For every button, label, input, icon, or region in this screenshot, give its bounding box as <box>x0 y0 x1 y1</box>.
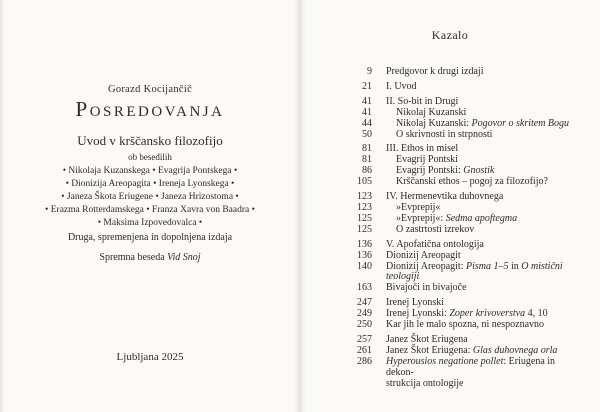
toc-entry <box>340 67 575 78</box>
toc-page-number: 136 <box>357 238 372 250</box>
book-title: Posredovanja <box>75 97 225 121</box>
toc-entry-text: Irenej Lyonski: Zoper krivoverstva 4, 10 <box>386 308 548 320</box>
toc-page-number: 247 <box>357 297 372 309</box>
toc-page-number: 41 <box>362 95 372 107</box>
toc-entry-text: I. Uvod <box>386 80 417 92</box>
toc-page-number: 261 <box>357 344 372 356</box>
toc-page-number: 81 <box>362 143 372 155</box>
toc-page-number: 140 <box>357 260 372 272</box>
toc-entry <box>340 283 575 294</box>
foreword-note <box>0 252 300 263</box>
toc-entry-text: O skrivnosti in strpnosti <box>396 128 493 140</box>
toc-page-number: 44 <box>362 117 372 129</box>
byline-block <box>0 151 300 230</box>
toc-entry-text: »Evprepij« <box>396 201 441 213</box>
toc-page-number: 105 <box>357 176 372 188</box>
byline-line: • Erazma Rotterdamskega • Franza Xavra von Baadra • <box>45 205 255 215</box>
toc-page-number: 249 <box>357 308 372 320</box>
toc-entry <box>340 262 575 284</box>
toc-entry-text: Predgovor k drugi izdaji <box>386 66 484 77</box>
toc-page-number: 286 <box>357 355 372 367</box>
edition-note: Druga, spremenjena in dopolnjena izdaja <box>67 232 233 243</box>
toc-page-number: 81 <box>362 154 372 166</box>
toc-list <box>340 67 575 393</box>
toc-entry-text: Krščanski ethos – pogoj za filozofijo? <box>396 176 548 188</box>
toc-page-number: 123 <box>357 191 372 203</box>
toc-group <box>340 335 575 390</box>
contents-page <box>300 0 600 412</box>
imprint: Ljubljana 2025 <box>116 351 184 363</box>
toc-entry-text: Evagrij Pontski <box>396 154 458 166</box>
toc-entry-text: »Evprepij«: Sedma apoftegma <box>396 212 518 224</box>
author-name: Gorazd Kocijančič <box>107 84 193 95</box>
toc-page-number: 125 <box>357 223 372 235</box>
toc-entry <box>340 225 575 236</box>
byline-intro: ob besedilih <box>128 152 172 162</box>
toc-page-number: 125 <box>357 212 372 224</box>
toc-page-number: 21 <box>362 80 372 92</box>
toc-group <box>340 97 575 141</box>
toc-page-number: 9 <box>367 66 372 77</box>
toc-group <box>340 298 575 331</box>
toc-page-number: 250 <box>357 319 372 331</box>
toc-entry <box>340 177 575 188</box>
toc-page-number: 136 <box>357 249 372 261</box>
toc-entry-text: Dionizij Areopagit: Pisma 1–5 in O mistični teologiji <box>386 260 563 283</box>
toc-entry-text: Nikolaj Kuzanski: Pogovor o skritem Bogu <box>396 117 570 129</box>
toc-page-number: 86 <box>362 165 372 177</box>
toc-entry-text: Janez Škot Eriugena <box>386 333 468 345</box>
byline-line: • Maksima Izpovedovalca • <box>97 218 203 228</box>
toc-entry <box>340 82 575 93</box>
toc-page-number: 163 <box>357 282 372 294</box>
toc-group <box>340 192 575 236</box>
byline-line: • Nikolaja Kuzanskega • Evagrija Pontskega • <box>62 166 238 176</box>
toc-entry-text: IV. Hermenevtika duhovnega <box>386 191 504 203</box>
toc-page-number: 50 <box>362 128 372 140</box>
toc-entry-text: Nikolaj Kuzanski <box>396 106 467 118</box>
foreword-label: Spremna beseda <box>99 252 168 263</box>
toc-entry-text: Irenej Lyonski <box>386 297 445 309</box>
toc-entry <box>340 320 575 331</box>
toc-entry <box>340 130 575 141</box>
toc-entry-text: Evagrij Pontski: Gnostik <box>396 165 495 177</box>
toc-page-number: 41 <box>362 106 372 118</box>
toc-page-number: 123 <box>357 201 372 213</box>
toc-entry <box>340 192 575 203</box>
toc-entry-text: Janez Škot Eriugena: Glas duhovnega orla <box>386 344 558 356</box>
toc-entry-text: Kar jih le malo spozna, ni nespoznavno <box>386 319 545 331</box>
foreword-author: Vid Snoj <box>167 252 201 263</box>
byline-line: • Janeza Škota Eriugene • Janeza Hrizostoma • <box>61 192 239 202</box>
toc-entry-text: Bivajoči in bivajoče <box>386 282 467 294</box>
toc-entry-text: Hyperousios negatione pollet: Eriugena in dekon- strukcija ontologije <box>386 355 556 389</box>
toc-entry <box>340 357 575 390</box>
contents-title: Kazalo <box>431 28 469 42</box>
toc-group <box>340 144 575 188</box>
toc-group <box>340 67 575 78</box>
toc-entry-text: Dionizij Areopagit <box>386 249 461 261</box>
byline-line: • Dionizija Areopagita • Ireneja Lyonskega • <box>65 179 235 189</box>
toc-entry-text: III. Ethos in misel <box>386 143 459 155</box>
toc-entry-text: O zastrtosti izrekov <box>396 223 475 235</box>
book-subtitle: Uvod v krščansko filozofijo <box>77 133 223 148</box>
toc-group <box>340 240 575 295</box>
toc-entry-text: II. So-bit in Drugi <box>386 95 459 107</box>
toc-page-number: 257 <box>357 333 372 345</box>
toc-group <box>340 82 575 93</box>
toc-entry-text: V. Apofatična ontologija <box>386 238 484 250</box>
